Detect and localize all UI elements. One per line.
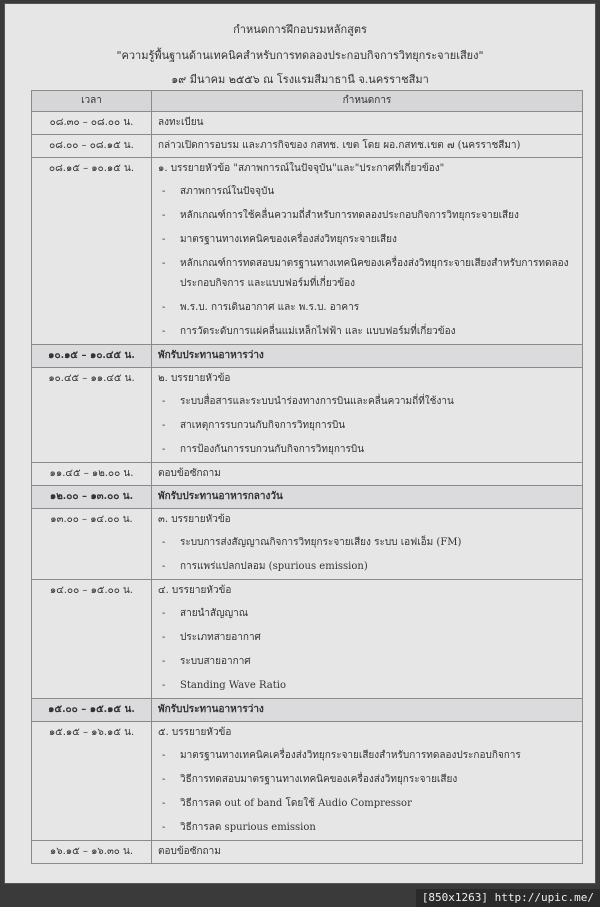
schedule-text: กล่าวเปิดการอบรม และภารกิจของ กสทช. เขต โดย ผอ.กสทช.เขต ๗ (นครราชสีมา) xyxy=(158,140,521,151)
table-row xyxy=(32,112,583,135)
table-row xyxy=(32,463,583,486)
break-label: พักรับประทานอาหารว่าง xyxy=(158,704,264,715)
schedule-cell xyxy=(152,345,583,368)
table-row xyxy=(32,158,583,345)
schedule-cell xyxy=(152,580,583,699)
schedule-cell xyxy=(152,463,583,486)
table-row xyxy=(32,509,583,580)
time-cell: ๑๑.๔๕ – ๑๒.๐๐ น. xyxy=(32,463,152,486)
session-topic-item: - วิธีการลด out of band โดยใช้ Audio Compressor xyxy=(158,792,576,816)
break-label: พักรับประทานอาหารว่าง xyxy=(158,350,264,361)
session-topic-item: - มาตรฐานทางเทคนิคของเครื่องส่งวิทยุกระจายเสียง xyxy=(158,228,576,252)
schedule-cell xyxy=(152,699,583,722)
schedule-text: ตอบข้อซักถาม xyxy=(158,468,221,479)
time-cell: ๐๘.๐๐ – ๐๘.๑๕ น. xyxy=(32,135,152,158)
session-heading: ๑. บรรยายหัวข้อ "สภาพการณ์ในปัจจุบัน"และ"ประกาศที่เกี่ยวข้อง" xyxy=(158,163,445,174)
schedule-text: ตอบข้อซักถาม xyxy=(158,846,221,857)
time-cell: ๐๘.๓๐ – ๐๘.๐๐ น. xyxy=(32,112,152,135)
session-topic-item: - สายนำสัญญาณ xyxy=(158,602,576,626)
time-cell: ๑๕.๐๐ – ๑๕.๑๕ น. xyxy=(32,699,152,722)
schedule-cell xyxy=(152,112,583,135)
header-line-1: กำหนดการฝึกอบรมหลักสูตร xyxy=(233,23,367,36)
schedule-cell xyxy=(152,158,583,345)
session-heading: ๒. บรรยายหัวข้อ xyxy=(158,373,231,384)
break-label: พักรับประทานอาหารกลางวัน xyxy=(158,491,283,502)
session-topic-item: - Standing Wave Ratio xyxy=(158,674,576,698)
session-topic-item: - หลักเกณฑ์การทดสอบมาตรฐานทางเทคนิคของเครื่องส่งวิทยุกระจายเสียงสำหรับการทดลองประกอบกิจการ และแบบฟอร์มที่เกี่ยวข้อง xyxy=(158,252,576,296)
schedule-text: ลงทะเบียน xyxy=(158,117,204,128)
schedule-table xyxy=(31,90,583,864)
session-heading: ๔. บรรยายหัวข้อ xyxy=(158,585,232,596)
table-header-row xyxy=(32,91,583,112)
session-topic-item: - ระบบสื่อสารและระบบนำร่องทางการบินและคลื่นความถี่ที่ใช้งาน xyxy=(158,390,576,414)
schedule-cell xyxy=(152,486,583,509)
document-page xyxy=(4,3,596,884)
schedule-cell xyxy=(152,135,583,158)
time-cell: ๑๒.๐๐ – ๑๓.๐๐ น. xyxy=(32,486,152,509)
time-cell: ๐๘.๑๕ – ๑๐.๑๕ น. xyxy=(32,158,152,345)
header-line-3: ๑๙ มีนาคม ๒๕๕๖ ณ โรงแรมสีมาธานี จ.นครราชสีมา xyxy=(171,73,429,86)
schedule-cell xyxy=(152,722,583,841)
session-topic-item: - การวัดระดับการแผ่คลื่นแม่เหล็กไฟฟ้า และ แบบฟอร์มที่เกี่ยวข้อง xyxy=(158,320,576,344)
header-line-2: "ความรู้พื้นฐานด้านเทคนิคสำหรับการทดลองประกอบกิจการวิทยุกระจายเสียง" xyxy=(116,49,484,62)
schedule-body xyxy=(32,112,583,864)
time-cell: ๑๐.๔๕ – ๑๑.๔๕ น. xyxy=(32,368,152,463)
column-header-time: เวลา xyxy=(32,91,152,112)
time-cell: ๑๐.๑๕ – ๑๐.๔๕ น. xyxy=(32,345,152,368)
table-row xyxy=(32,699,583,722)
session-topic-item: - หลักเกณฑ์การใช้คลื่นความถี่สำหรับการทดลองประกอบกิจการวิทยุกระจายเสียง xyxy=(158,204,576,228)
schedule-cell xyxy=(152,509,583,580)
session-topic-item: - ประเภทสายอากาศ xyxy=(158,626,576,650)
session-topic-item: - วิธีการทดสอบมาตรฐานทางเทคนิคของเครื่องส่งวิทยุกระจายเสียง xyxy=(158,768,576,792)
table-row xyxy=(32,486,583,509)
time-cell: ๑๓.๐๐ – ๑๔.๐๐ น. xyxy=(32,509,152,580)
schedule-cell xyxy=(152,841,583,864)
session-topic-item: - ระบบสายอากาศ xyxy=(158,650,576,674)
session-topic-item: - การป้องกันการรบกวนกับกิจการวิทยุการบิน xyxy=(158,438,576,462)
table-row xyxy=(32,722,583,841)
table-row xyxy=(32,841,583,864)
session-topic-item: - พ.ร.บ. การเดินอากาศ และ พ.ร.บ. อาคาร xyxy=(158,296,576,320)
table-row xyxy=(32,345,583,368)
session-topic-item: - วิธีการลด spurious emission xyxy=(158,816,576,840)
session-heading: ๓. บรรยายหัวข้อ xyxy=(158,514,231,525)
table-row xyxy=(32,368,583,463)
column-header-schedule: กำหนดการ xyxy=(152,91,583,112)
session-topic-item: - ระบบการส่งสัญญาณกิจการวิทยุกระจายเสียง ระบบ เอฟเอ็ม (FM) xyxy=(158,531,576,555)
table-row xyxy=(32,135,583,158)
table-row xyxy=(32,580,583,699)
time-cell: ๑๕.๑๕ – ๑๖.๑๕ น. xyxy=(32,722,152,841)
time-cell: ๑๔.๐๐ – ๑๕.๐๐ น. xyxy=(32,580,152,699)
session-topic-item: - มาตรฐานทางเทคนิคเครื่องส่งวิทยุกระจายเสียงสำหรับการทดลองประกอบกิจการ xyxy=(158,744,576,768)
session-topic-item: - การแพร่แปลกปลอม (spurious emission) xyxy=(158,555,576,579)
image-host-watermark: [850x1263] http://upic.me/ xyxy=(416,889,600,907)
session-topic-item: - สภาพการณ์ในปัจจุบัน xyxy=(158,180,576,204)
session-heading: ๕. บรรยายหัวข้อ xyxy=(158,727,232,738)
time-cell: ๑๖.๑๕ – ๑๖.๓๐ น. xyxy=(32,841,152,864)
session-topic-item: - สาเหตุการรบกวนกับกิจการวิทยุการบิน xyxy=(158,414,576,438)
schedule-cell xyxy=(152,368,583,463)
